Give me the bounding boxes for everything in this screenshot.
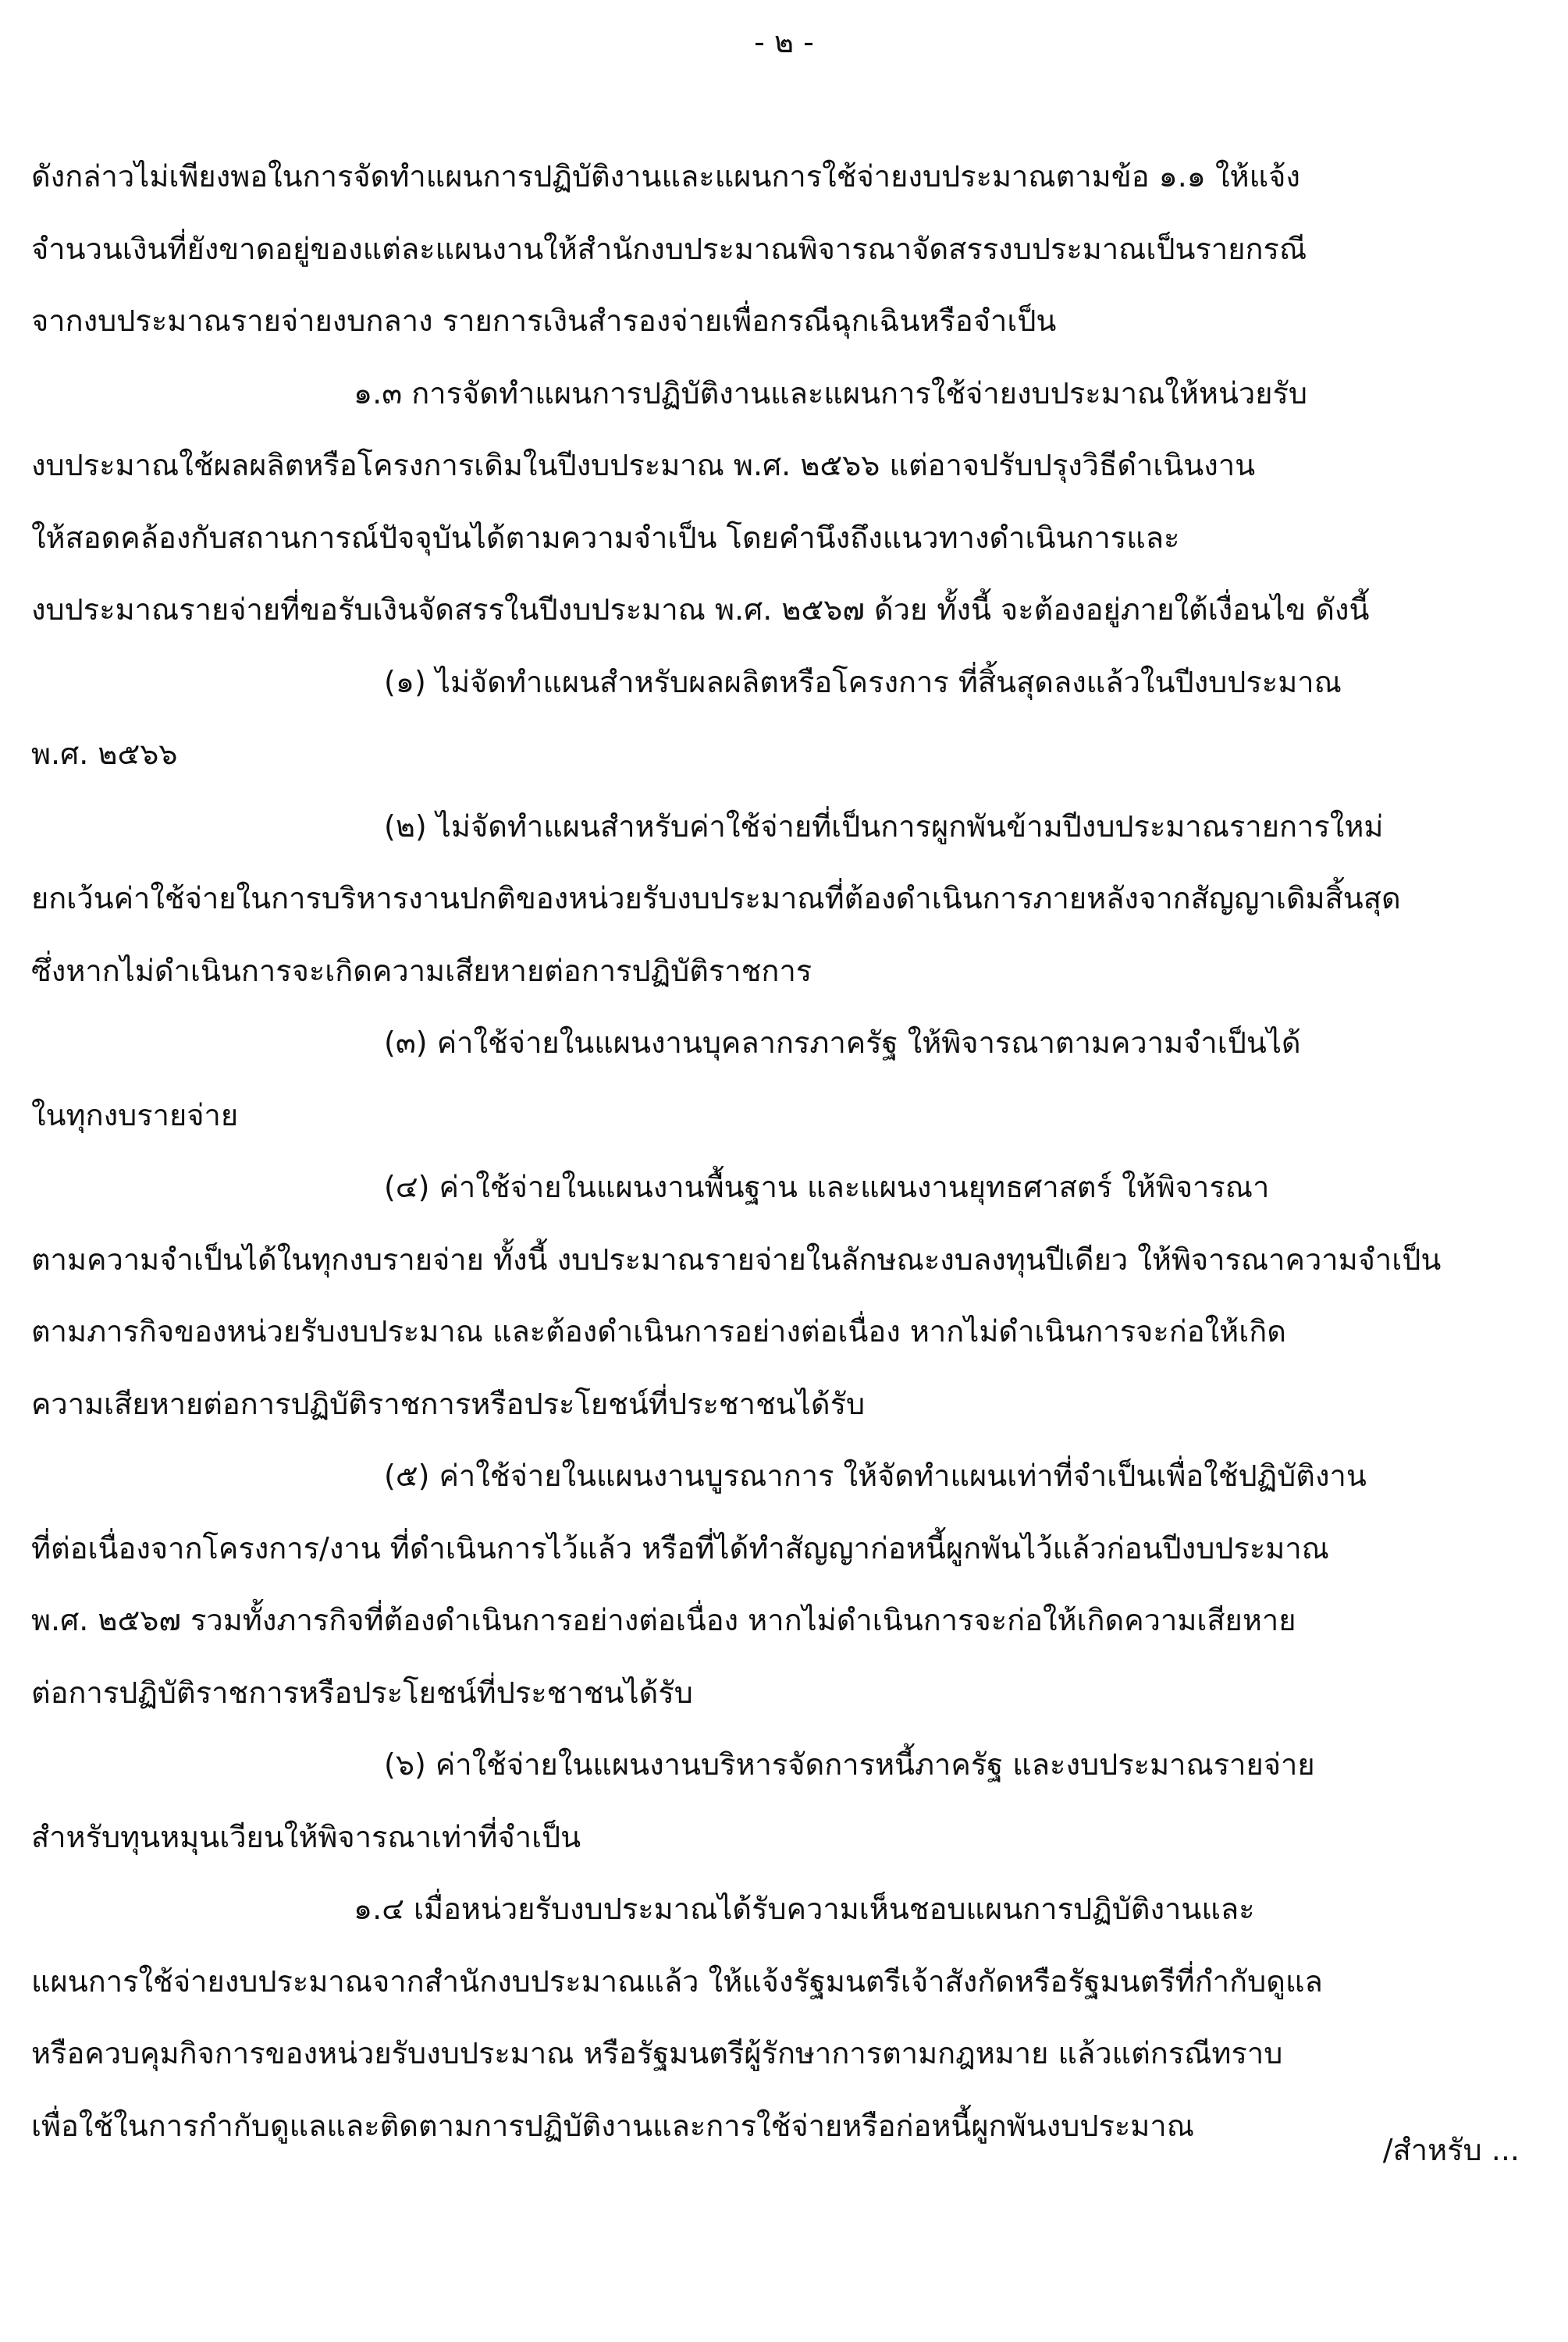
clause-1-3-heading: ๑.๓ การจัดทำแผนการปฏิบัติงานและแผนการใช้จ่ายงบประมาณให้หน่วยรับ: [354, 375, 1308, 410]
text-line: ในทุกงบรายจ่าย: [31, 1097, 239, 1132]
text-line: พ.ศ. ๒๕๖๖: [31, 737, 178, 771]
sub-item-5: (๕) ค่าใช้จ่ายในแผนงานบูรณาการ ให้จัดทำแผนเท่าที่จำเป็นเพื่อใช้ปฏิบัติงาน: [384, 1459, 1367, 1493]
text-line: ที่ต่อเนื่องจากโครงการ/งาน ที่ดำเนินการไว้แล้ว หรือที่ได้ทำสัญญาก่อหนี้ผูกพันไว้แล้วก่อนปีงบประมาณ: [31, 1530, 1329, 1565]
text-line: ต่อการปฏิบัติราชการหรือประโยชน์ที่ประชาชนได้รับ: [31, 1675, 693, 1710]
text-line: จากงบประมาณรายจ่ายงบกลาง รายการเงินสำรองจ่ายเพื่อกรณีฉุกเฉินหรือจำเป็น: [31, 304, 1057, 338]
text-line: ซึ่งหากไม่ดำเนินการจะเกิดความเสียหายต่อการปฏิบัติราชการ: [31, 953, 812, 988]
text-line: ให้สอดคล้องกับสถานการณ์ปัจจุบันได้ตามความจำเป็น โดยคำนึงถึงแนวทางดำเนินการและ: [31, 520, 1180, 555]
text-line: เพื่อใช้ในการกำกับดูแลและติดตามการปฏิบัติงานและการใช้จ่ายหรือก่อหนี้ผูกพันงบประมาณ: [31, 2108, 1194, 2143]
sub-item-1: (๑) ไม่จัดทำแผนสำหรับผลผลิตหรือโครงการ ที่สิ้นสุดลงแล้วในปีงบประมาณ: [384, 664, 1342, 699]
text-line: งบประมาณรายจ่ายที่ขอรับเงินจัดสรรในปีงบประมาณ พ.ศ. ๒๕๖๗ ด้วย ทั้งนี้ จะต้องอยู่ภายใต้เงื่อนไข ดังนี้: [31, 592, 1370, 627]
text-line: ตามภารกิจของหน่วยรับงบประมาณ และต้องดำเนินการอย่างต่อเนื่อง หากไม่ดำเนินการจะก่อให้เกิด: [31, 1314, 1286, 1349]
text-line: ดังกล่าวไม่เพียงพอในการจัดทำแผนการปฏิบัติงานและแผนการใช้จ่ายงบประมาณตามข้อ ๑.๑ ให้แจ้ง: [31, 159, 1300, 194]
clause-1-4-heading: ๑.๔ เมื่อหน่วยรับงบประมาณได้รับความเห็นชอบแผนการปฏิบัติงานและ: [354, 1892, 1255, 1926]
text-line: หรือควบคุมกิจการของหน่วยรับงบประมาณ หรือรัฐมนตรีผู้รักษาการตามกฎหมาย แล้วแต่กรณีทราบ: [31, 2036, 1283, 2070]
text-line: ความเสียหายต่อการปฏิบัติราชการหรือประโยชน์ที่ประชาชนได้รับ: [31, 1386, 866, 1421]
sub-item-3: (๓) ค่าใช้จ่ายในแผนงานบุคลากรภาครัฐ ให้พิจารณาตามความจำเป็นได้: [384, 1025, 1301, 1060]
sub-item-2: (๒) ไม่จัดทำแผนสำหรับค่าใช้จ่ายที่เป็นการผูกพันข้ามปีงบประมาณรายการใหม่: [384, 809, 1384, 844]
sub-item-4: (๔) ค่าใช้จ่ายในแผนงานพื้นฐาน และแผนงานยุทธศาสตร์ ให้พิจารณา: [384, 1170, 1270, 1204]
text-line: จำนวนเงินที่ยังขาดอยู่ของแต่ละแผนงานให้สำนักงบประมาณพิจารณาจัดสรรงบประมาณเป็นรายกรณี: [31, 231, 1307, 266]
text-line: สำหรับทุนหมุนเวียนให้พิจารณาเท่าที่จำเป็น: [31, 1819, 581, 1854]
continuation-marker: /สำหรับ ...: [1382, 2133, 1520, 2167]
sub-item-6: (๖) ค่าใช้จ่ายในแผนงานบริหารจัดการหนี้ภาครัฐ และงบประมาณรายจ่าย: [384, 1747, 1315, 1782]
text-line: แผนการใช้จ่ายงบประมาณจากสำนักงบประมาณแล้ว ให้แจ้งรัฐมนตรีเจ้าสังกัดหรือรัฐมนตรีที่กำกับดูแล: [31, 1964, 1323, 1999]
text-line: พ.ศ. ๒๕๖๗ รวมทั้งภารกิจที่ต้องดำเนินการอย่างต่อเนื่อง หากไม่ดำเนินการจะก่อให้เกิดความเสียหาย: [31, 1603, 1296, 1637]
text-line: ตามความจำเป็นได้ในทุกงบรายจ่าย ทั้งนี้ งบประมาณรายจ่ายในลักษณะงบลงทุนปีเดียว ให้พิจารณาความจำเป็น: [31, 1242, 1442, 1277]
page-number: - ๒ -: [754, 25, 814, 59]
document-body: [31, 140, 1538, 2162]
text-line: งบประมาณใช้ผลผลิตหรือโครงการเดิมในปีงบประมาณ พ.ศ. ๒๕๖๖ แต่อาจปรับปรุงวิธีดำเนินงาน: [31, 448, 1256, 482]
text-line: ยกเว้นค่าใช้จ่ายในการบริหารงานปกติของหน่วยรับงบประมาณที่ต้องดำเนินการภายหลังจากสัญญาเดิมสิ้นสุด: [31, 881, 1401, 915]
